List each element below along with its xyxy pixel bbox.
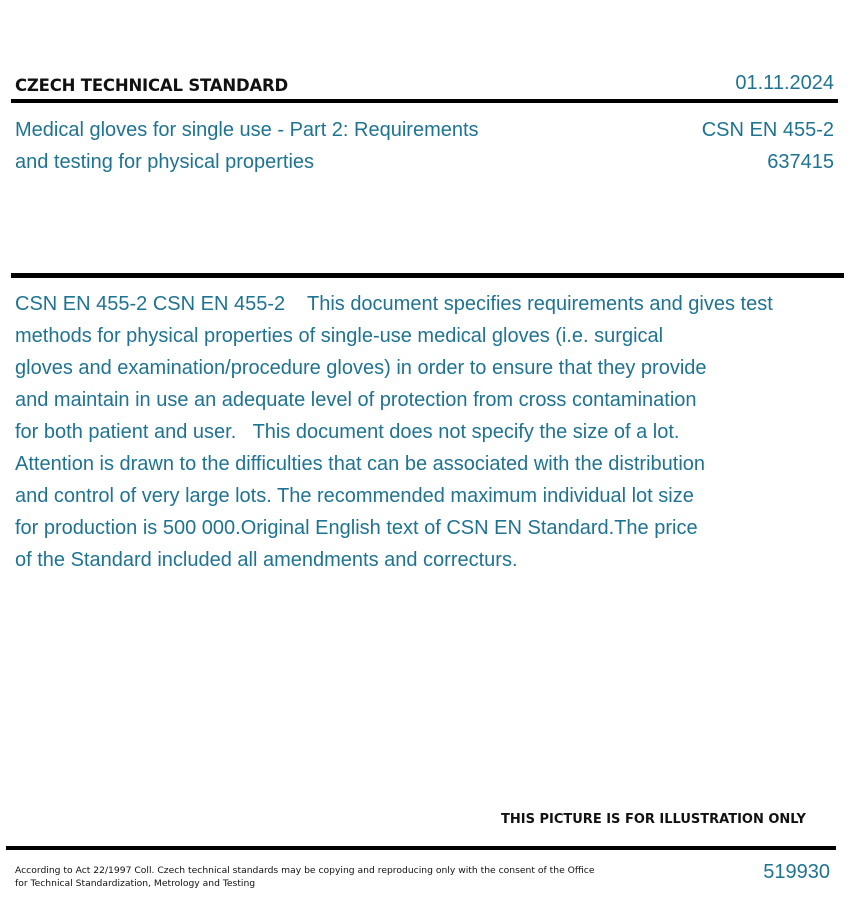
description-line: of the Standard included all amendments and correcturs. xyxy=(15,549,518,571)
description-line: and control of very large lots. The recommended maximum individual lot size xyxy=(15,485,694,507)
section-divider xyxy=(11,273,844,278)
description-line: Attention is drawn to the difficulties that can be associated with the distribution xyxy=(15,453,706,475)
standard-title-line: and testing for physical properties xyxy=(15,151,315,173)
description-line: methods for physical properties of single-use medical gloves (i.e. surgical xyxy=(15,325,664,347)
legal-notice xyxy=(15,864,595,890)
standard-title xyxy=(15,114,575,178)
standard-title-line: Medical gloves for single use - Part 2: Requirements xyxy=(15,119,479,141)
footer-divider xyxy=(6,846,836,850)
description-line: for production is 500 000.Original English text of CSN EN Standard.The price xyxy=(15,517,698,539)
standard-number: 637415 xyxy=(767,151,834,173)
header-divider xyxy=(11,99,838,103)
legal-notice-line: According to Act 22/1997 Coll. Czech technical standards may be copying and reproducing only with the consent of the Office xyxy=(15,865,595,876)
standard-code: CSN EN 455-2 xyxy=(701,119,834,141)
description-line: CSN EN 455-2 CSN EN 455-2 This document specifies requirements and gives test xyxy=(15,293,773,315)
legal-notice-line: for Technical Standardization, Metrology and Testing xyxy=(15,878,256,889)
document-type-label: CZECH TECHNICAL STANDARD xyxy=(15,76,289,95)
illustration-notice: THIS PICTURE IS FOR ILLUSTRATION ONLY xyxy=(501,812,806,827)
description-line: and maintain in use an adequate level of protection from cross contamination xyxy=(15,389,697,411)
description-line: for both patient and user. This document does not specify the size of a lot. xyxy=(15,421,680,443)
standard-description xyxy=(15,288,845,576)
catalog-number: 519930 xyxy=(763,861,830,883)
description-line: gloves and examination/procedure gloves) in order to ensure that they provide xyxy=(15,357,707,379)
publication-date: 01.11.2024 xyxy=(735,72,834,94)
standard-identifiers xyxy=(702,114,834,178)
